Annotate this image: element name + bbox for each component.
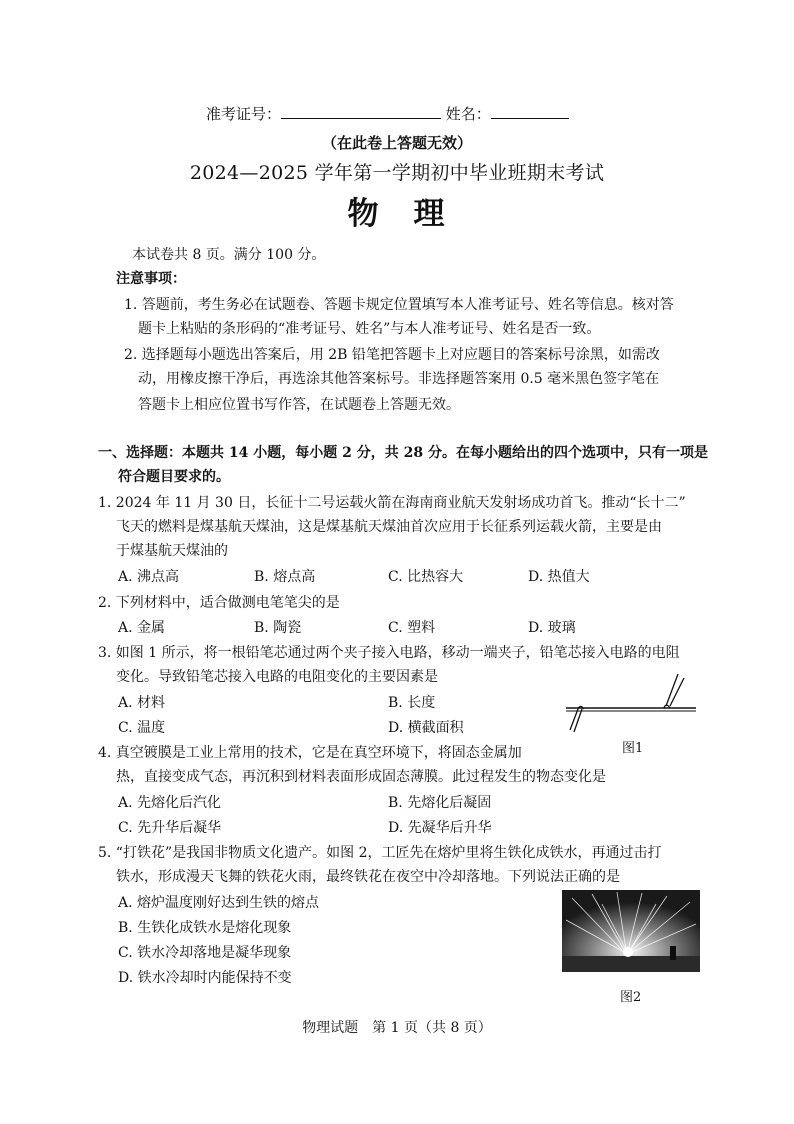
notice-2-line-2: 动，用橡皮擦干净后，再选涂其他答案标号。非选择题答案用 0.5 毫米黑色签字笔在 [138, 371, 660, 387]
left-clip [570, 707, 584, 733]
q2-line-1: 2. 下列材料中，适合做测电笔笔尖的是 [98, 595, 340, 611]
invalid-note: （在此卷上答题无效） [321, 134, 472, 152]
q2-option-a: A. 金属 [118, 620, 166, 636]
q3-option-d: D. 横截面积 [388, 720, 464, 736]
q1-option-c: C. 比热容大 [388, 569, 464, 585]
figure-2-iron-flower-photo [562, 890, 700, 972]
name-label: 姓名： [445, 105, 491, 123]
notice-2-line-3: 答题卡上相应位置书写作答，在试题卷上答题无效。 [138, 397, 460, 413]
q1-line-1: 1. 2024 年 11 月 30 日，长征十二号运载火箭在海南商业航天发射场成功首飞。推动“长十二” [98, 495, 686, 511]
page-footer: 物理试题 第 1 页（共 8 页） [302, 1020, 492, 1036]
q5-option-a: A. 熔炉温度刚好达到生铁的熔点 [118, 895, 320, 911]
q4-option-d: D. 先凝华后升华 [388, 820, 492, 836]
q5-option-b: B. 生铁化成铁水是熔化现象 [118, 920, 292, 936]
q1-option-b: B. 熔点高 [254, 569, 316, 585]
notice-title: 注意事项： [116, 271, 186, 287]
subject-title: 物 理 [347, 196, 447, 232]
right-clip [664, 674, 684, 708]
q3-option-c: C. 温度 [118, 720, 166, 736]
ground [562, 956, 700, 972]
figure-1-pencil-clips [560, 668, 700, 738]
section-1-heading-line-2: 符合题目要求的。 [118, 469, 230, 485]
figure-2-caption: 图2 [620, 990, 642, 1005]
q5-option-c: C. 铁水冷却落地是凝华现象 [118, 945, 292, 961]
q4-option-b: B. 先熔化后凝固 [388, 795, 492, 811]
q1-line-3: 于煤基航天煤油的 [116, 543, 228, 559]
page-count-note: 本试卷共 8 页。满分 100 分。 [132, 247, 326, 263]
q3-option-a: A. 材料 [118, 695, 166, 711]
q2-option-d: D. 玻璃 [528, 620, 576, 636]
q2-option-c: C. 塑料 [388, 620, 436, 636]
figure-1-caption: 图1 [622, 741, 644, 756]
exam-title: 2024—2025 学年第一学期初中毕业班期末考试 [189, 162, 605, 184]
q1-option-a: A. 沸点高 [118, 569, 180, 585]
q3-line-1: 3. 如图 1 所示，将一根铅笔芯通过两个夹子接入电路，移动一端夹子，铅笔芯接入电路的电阻 [98, 645, 680, 661]
section-1-heading-line-1: 一、选择题：本题共 14 小题，每小题 2 分，共 28 分。在每小题给出的四个选项中，只有一项是 [98, 445, 708, 461]
notice-2-line-1: 2. 选择题每小题选出答案后，用 2B 铅笔把答题卡上对应题目的答案标号涂黑，如需改 [124, 347, 660, 363]
q4-line-1: 4. 真空镀膜是工业上常用的技术，它是在真空环境下，将固态金属加 [98, 745, 522, 761]
exam-number-field [206, 104, 569, 123]
q5-line-1: 5. “打铁花”是我国非物质文化遗产。如图 2，工匠先在熔炉里将生铁化成铁水，再通过击打 [98, 845, 662, 861]
q1-option-d: D. 热值大 [528, 569, 590, 585]
notice-1-line-1: 1. 答题前，考生务必在试题卷、答题卡规定位置填写本人准考证号、姓名等信息。核对答 [124, 297, 674, 313]
exam-number-label: 准考证号： [206, 105, 282, 123]
q4-line-2: 热，直接变成气态，再沉积到材料表面形成固态薄膜。此过程发生的物态变化是 [116, 769, 606, 785]
molten-iron-burst [623, 947, 633, 957]
q3-line-2: 变化。导致铅笔芯接入电路的电阻变化的主要因素是 [116, 669, 438, 685]
q5-option-d: D. 铁水冷却时内能保持不变 [118, 970, 292, 986]
q4-option-c: C. 先升华后凝华 [118, 820, 222, 836]
q1-line-2: 飞天的燃料是煤基航天煤油，这是煤基航天煤油首次应用于长征系列运载火箭，主要是由 [116, 519, 662, 535]
name-blank [491, 104, 569, 119]
q2-option-b: B. 陶瓷 [254, 620, 302, 636]
q3-option-b: B. 长度 [388, 695, 436, 711]
q4-option-a: A. 先熔化后汽化 [118, 795, 222, 811]
q5-line-2: 铁水，形成漫天飞舞的铁花火雨，最终铁花在夜空中冷却落地。下列说法正确的是 [116, 869, 620, 885]
notice-1-line-2: 题卡上粘贴的条形码的“准考证号、姓名”与本人准考证号、姓名是否一致。 [138, 321, 601, 337]
exam-number-blank [281, 104, 441, 119]
craftsman-silhouette [670, 946, 676, 960]
